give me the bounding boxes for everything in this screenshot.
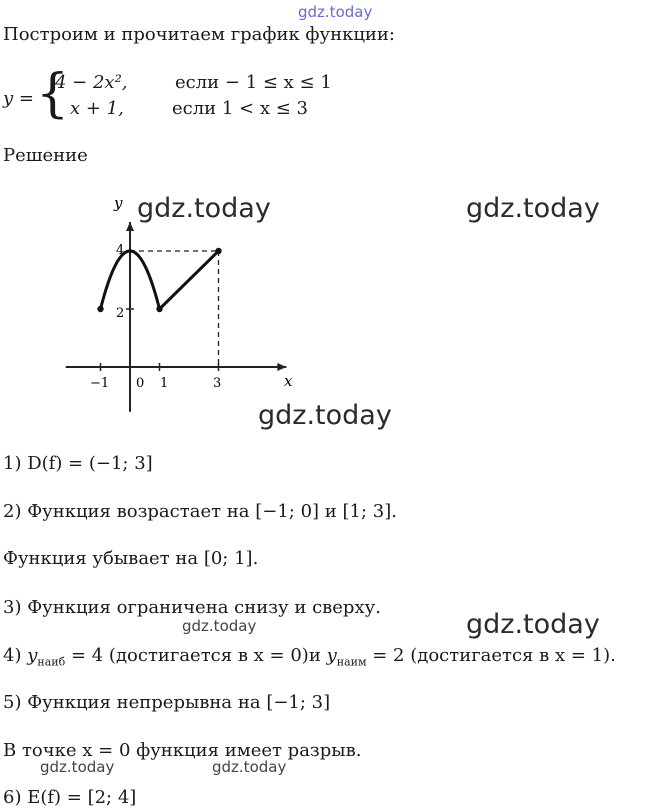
linear-segment — [160, 251, 219, 309]
extrema-prefix: 4) — [3, 645, 28, 666]
y-min-subscript: наим — [336, 655, 367, 669]
watermark-graph-right: gdz.today — [466, 193, 600, 224]
endpoint-0 — [97, 306, 103, 312]
y-axis-label: y — [114, 194, 123, 212]
y-min-symbol: y — [326, 645, 337, 666]
watermark-graph-bottom: gdz.today — [258, 400, 392, 431]
item-increasing: 2) Функция возрастает на [−1; 0] и [1; 3]. — [3, 501, 397, 522]
item-bounded: 3) Функция ограничена снизу и сверху. — [3, 597, 381, 618]
x-axis-label: x — [284, 372, 293, 390]
watermark-graph-left: gdz.today — [137, 193, 271, 224]
dashed-guides — [130, 251, 219, 367]
watermark-small-2: gdz.today — [40, 758, 115, 776]
item-extrema — [3, 645, 616, 669]
extrema-middle: = 4 (достигается в x = 0)и — [65, 645, 327, 666]
case1-condition: если − 1 ≤ x ≤ 1 — [175, 72, 332, 93]
x-tick-label-0: 0 — [136, 376, 145, 391]
x-axis-arrow — [277, 363, 286, 371]
y-tick-label-2: 2 — [116, 306, 125, 321]
x-tick-label-1: 1 — [160, 376, 169, 391]
item-domain: 1) D(f) = (−1; 3] — [3, 453, 153, 474]
x-tick-label-3: 3 — [213, 376, 222, 391]
case1-expression: 4 − 2x², — [55, 72, 128, 93]
y-tick-label-4: 4 — [116, 243, 125, 258]
item-continuity: 5) Функция непрерывна на [−1; 3] — [3, 692, 331, 713]
intro-text: Построим и прочитаем график функции: — [3, 24, 395, 45]
piecewise-brace: { — [36, 64, 70, 124]
x-tick-label-minus1: −1 — [90, 376, 110, 391]
watermark-top: gdz.today — [298, 3, 373, 21]
y-max-subscript: наиб — [37, 655, 66, 669]
y-max-symbol: y — [27, 645, 38, 666]
y-axis-arrow — [126, 222, 134, 231]
case2-condition: если 1 < x ≤ 3 — [172, 98, 308, 119]
function-graph — [18, 190, 318, 420]
extrema-suffix: = 2 (достигается в x = 1). — [366, 645, 616, 666]
endpoint-2 — [215, 248, 221, 254]
watermark-small-1: gdz.today — [182, 617, 257, 635]
case2-expression: x + 1, — [70, 98, 124, 119]
endpoint-1 — [156, 306, 162, 312]
item-discontinuity: В точке x = 0 функция имеет разрыв. — [3, 740, 362, 761]
item-decreasing: Функция убывает на [0; 1]. — [3, 548, 259, 569]
watermark-small-3: gdz.today — [212, 758, 287, 776]
piecewise-lhs: y = — [3, 88, 34, 109]
item-range: 6) E(f) = [2; 4] — [3, 787, 137, 808]
watermark-item-right: gdz.today — [466, 609, 600, 640]
solution-heading: Решение — [3, 145, 88, 166]
